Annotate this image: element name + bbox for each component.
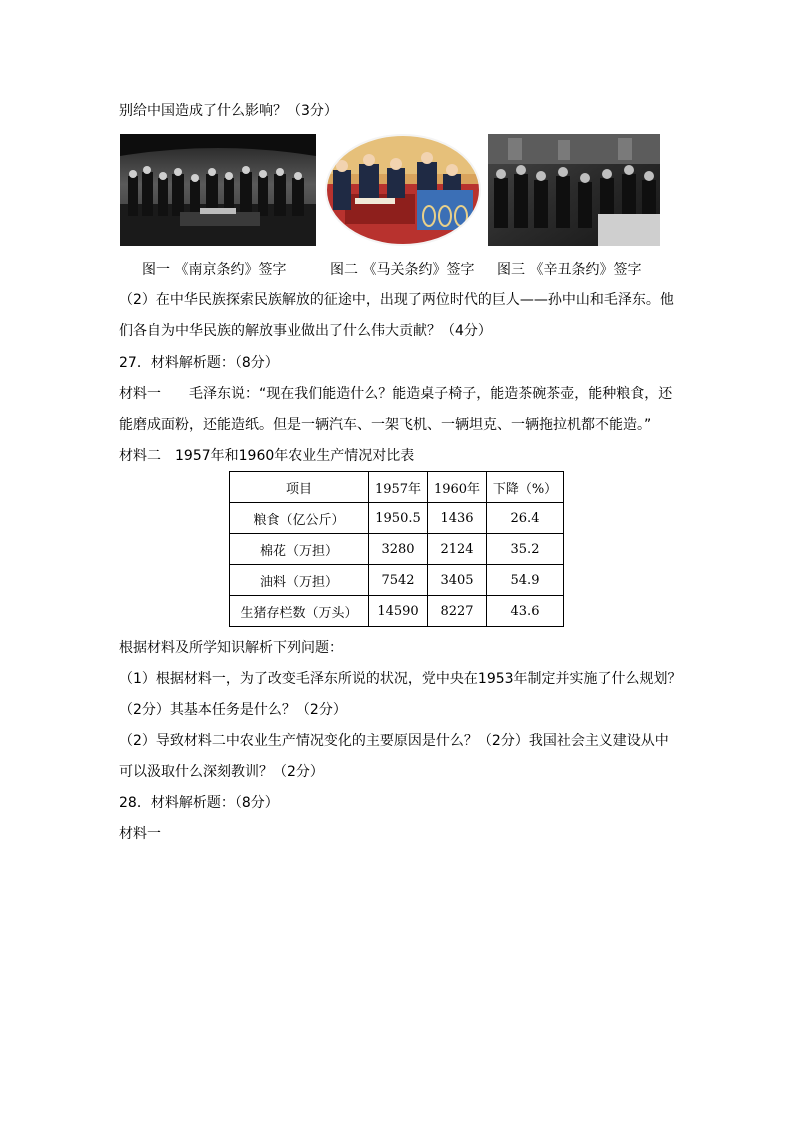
- table-cell: 14590: [369, 596, 428, 627]
- table-cell: 粮食（亿公斤）: [230, 503, 369, 534]
- question-28-heading: 28．材料解析题：（8分）: [119, 795, 279, 811]
- subquestion-1-line-1: （1）根据材料一，为了改变毛泽东所说的状况，党中央在1953年制定并实施了什么规划？: [119, 671, 682, 687]
- table-cell: 26.4: [487, 503, 564, 534]
- table-cell: 2124: [428, 534, 487, 565]
- table-cell: 7542: [369, 565, 428, 596]
- table-row: [230, 503, 564, 534]
- table-cell: 43.6: [487, 596, 564, 627]
- table-cell: 3405: [428, 565, 487, 596]
- table-row: [230, 596, 564, 627]
- material-2-title: 材料二 1957年和1960年农业生产情况对比表: [119, 448, 415, 464]
- question-2-line-1: （2）在中华民族探索民族解放的征途中，出现了两位时代的巨人——孙中山和毛泽东。他: [119, 292, 674, 308]
- caption-figure-3: 图三 《辛丑条约》签字: [497, 262, 642, 278]
- table-header-cell: 项目: [230, 472, 369, 503]
- table-cell: 油料（万担）: [230, 565, 369, 596]
- table-cell: 棉花（万担）: [230, 534, 369, 565]
- material-1-line-1: 材料一 毛泽东说：“现在我们能造什么？能造桌子椅子，能造茶碗茶壶，能种粮食，还: [119, 386, 673, 402]
- table-cell: 1950.5: [369, 503, 428, 534]
- nanjing-treaty-photo: [120, 134, 316, 246]
- table-row: [230, 534, 564, 565]
- line-question-tail: 别给中国造成了什么影响？（3分）: [119, 103, 338, 119]
- table-header-cell: 下降（%）: [487, 472, 564, 503]
- table-cell: 8227: [428, 596, 487, 627]
- question-2-line-2: 们各自为中华民族的解放事业做出了什么伟大贡献？（4分）: [119, 323, 492, 339]
- material-1-line-2: 能磨成面粉，还能造纸。但是一辆汽车、一架飞机、一辆坦克、一辆拖拉机都不能造。”: [119, 417, 652, 433]
- table-cell: 35.2: [487, 534, 564, 565]
- maguan-treaty-painting: [325, 134, 481, 246]
- table-header-cell: 1960年: [428, 472, 487, 503]
- caption-figure-2: 图二 《马关条约》签字: [330, 262, 475, 278]
- material-28-label: 材料一: [119, 826, 161, 842]
- table-cell: 54.9: [487, 565, 564, 596]
- table-cell: 1436: [428, 503, 487, 534]
- caption-figure-1: 图一 《南京条约》签字: [142, 262, 287, 278]
- instruction-line: 根据材料及所学知识解析下列问题：: [119, 640, 343, 656]
- xinchou-treaty-photo: [488, 134, 660, 246]
- agriculture-comparison-table: [229, 471, 564, 627]
- table-header-cell: 1957年: [369, 472, 428, 503]
- subquestion-2-line-1: （2）导致材料二中农业生产情况变化的主要原因是什么？（2分）我国社会主义建设从中: [119, 733, 669, 749]
- question-27-heading: 27．材料解析题：（8分）: [119, 355, 279, 371]
- table-row: [230, 565, 564, 596]
- table-cell: 生猪存栏数（万头）: [230, 596, 369, 627]
- subquestion-2-line-2: 可以汲取什么深刻教训？（2分）: [119, 764, 324, 780]
- subquestion-1-line-2: （2分）其基本任务是什么？（2分）: [119, 702, 347, 718]
- table-header-row: [230, 472, 564, 503]
- table-cell: 3280: [369, 534, 428, 565]
